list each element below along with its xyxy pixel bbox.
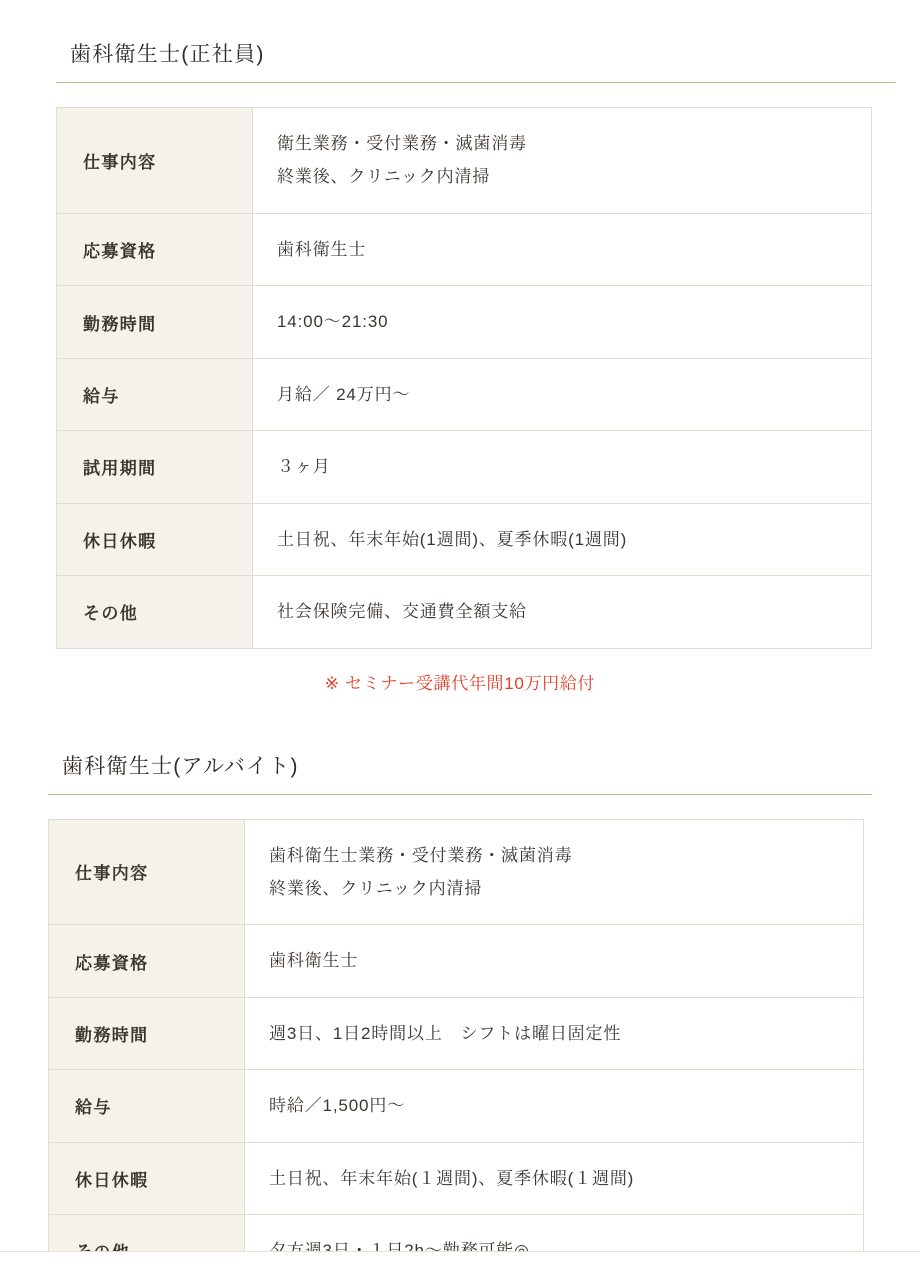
row-value-line: ３ヶ月 (277, 457, 331, 477)
table-row (57, 108, 872, 214)
row-value-line: 土日祝、年末年始(1週間)、夏季休暇(1週間) (277, 529, 628, 549)
row-label: 給与 (49, 1070, 245, 1142)
section-title-parttime: 歯科衛生士(アルバイト) (48, 728, 872, 795)
table-row (49, 819, 864, 925)
page-title: 歯科衛生士(正社員) (56, 0, 896, 83)
row-label: 仕事内容 (57, 108, 253, 214)
row-label: 試用期間 (57, 431, 253, 503)
row-label: 勤務時間 (57, 286, 253, 358)
table-note: ※ セミナー受講代年間10万円給付 (324, 673, 596, 693)
row-value-line: 時給／1,500円〜 (269, 1096, 406, 1116)
row-value-line: 月給／ 24万円〜 (277, 384, 411, 404)
table-row (57, 503, 872, 575)
row-value-line: 社会保険完備、交通費全額支給 (277, 602, 527, 622)
row-value (253, 503, 872, 575)
row-value-line: 週3日、1日2時間以上 シフトは曜日固定性 (269, 1023, 622, 1043)
row-value-line: 衛生業務・受付業務・滅菌消毒 (277, 134, 527, 153)
row-value-line: 終業後、クリニック内清掃 (269, 878, 483, 898)
table-row (57, 358, 872, 430)
row-value-line: 歯科衛生士業務・受付業務・滅菌消毒 (269, 845, 573, 865)
row-value (253, 576, 872, 648)
table-row (49, 1070, 864, 1142)
row-label: 休日休暇 (49, 1142, 245, 1214)
table-row (57, 213, 872, 285)
row-label: 勤務時間 (49, 997, 245, 1069)
table-row (49, 925, 864, 997)
row-value-line: 終業後、クリニック内清掃 (277, 167, 491, 187)
row-label: 給与 (57, 358, 253, 430)
row-value (245, 819, 864, 925)
row-value (253, 213, 872, 285)
row-value (245, 1070, 864, 1142)
section-spacer (0, 694, 920, 728)
row-value (253, 286, 872, 358)
row-value-line: 歯科衛生士 (277, 239, 367, 259)
row-label: 応募資格 (49, 925, 245, 997)
row-value-line: 歯科衛生士 (269, 951, 359, 971)
table-row (57, 431, 872, 503)
row-label: その他 (57, 576, 253, 648)
table-row (49, 997, 864, 1069)
row-value (245, 925, 864, 997)
row-label: 休日休暇 (57, 503, 253, 575)
table-row (49, 1142, 864, 1214)
table-row (57, 576, 872, 648)
row-value (245, 997, 864, 1069)
row-label: 応募資格 (57, 213, 253, 285)
row-value-line: 14:00〜21:30 (277, 312, 389, 332)
section-parttime (0, 728, 920, 1288)
row-label: 仕事内容 (49, 819, 245, 925)
row-value-line: 土日祝、年末年始(１週間)、夏季休暇(１週間) (269, 1168, 635, 1188)
job-spec-table-parttime (48, 819, 864, 1288)
row-value (253, 108, 872, 214)
table-row (57, 286, 872, 358)
row-value (245, 1142, 864, 1214)
row-value (253, 358, 872, 430)
row-value (253, 431, 872, 503)
job-spec-table-fulltime (56, 107, 872, 649)
